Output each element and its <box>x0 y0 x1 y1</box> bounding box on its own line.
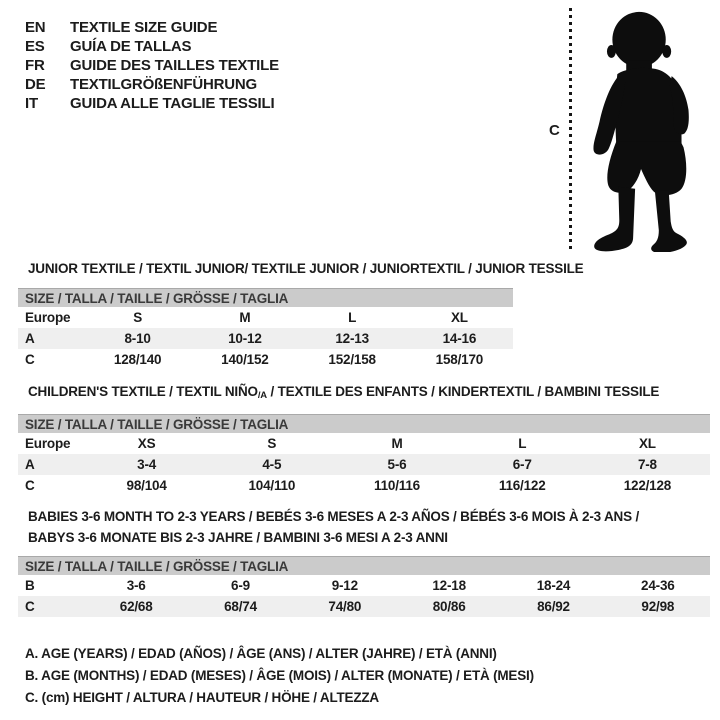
size-cell: 12-13 <box>335 331 369 346</box>
size-cell: XS <box>137 436 156 451</box>
language-code: FR <box>25 57 45 74</box>
babies-section-title <box>28 506 639 548</box>
children-section-title <box>28 384 659 401</box>
children-title-post: / TEXTILE DES ENFANTS / KINDERTEXTIL / BAMBINI TESSILE <box>266 384 660 399</box>
size-cell: 4-5 <box>262 457 282 472</box>
language-code: IT <box>25 95 38 112</box>
size-cell: 5-6 <box>387 457 407 472</box>
size-cell: 62/68 <box>119 599 153 614</box>
language-row-es <box>25 37 279 56</box>
size-cell: XL <box>638 436 656 451</box>
size-cell: 14-16 <box>442 331 477 346</box>
toddler-silhouette-icon <box>583 5 705 252</box>
row-label: Europe <box>25 310 71 325</box>
row-label: C <box>25 599 35 614</box>
size-cell: 8-10 <box>124 331 151 346</box>
language-title: GUIDE DES TAILLES TEXTILE <box>70 57 279 74</box>
size-cell: 110/116 <box>374 478 420 493</box>
size-cell: 116/122 <box>498 478 546 493</box>
row-label: C <box>25 352 35 367</box>
size-cell: 152/158 <box>328 352 376 367</box>
table-row-height <box>18 596 710 617</box>
size-cell: 128/140 <box>113 352 162 367</box>
footnote-list <box>25 643 534 709</box>
table-row-age <box>18 454 710 475</box>
size-cell: S <box>267 436 277 451</box>
row-label: C <box>25 478 35 493</box>
size-table-header: SIZE / TALLA / TAILLE / GRÖSSE / TAGLIA <box>18 414 710 433</box>
size-cell: 158/170 <box>435 352 484 367</box>
footnote-a: A. AGE (YEARS) / EDAD (AÑOS) / ÂGE (ANS) / ALTER (JAHRE) / ETÀ (ANNI) <box>25 646 497 661</box>
size-cell: 3-4 <box>137 457 157 472</box>
row-label: Europe <box>25 436 71 451</box>
babies-title-line1: BABIES 3-6 MONTH TO 2-3 YEARS / BEBÉS 3-6 MESES A 2-3 AÑOS / BÉBÉS 3-6 MOIS À 2-3 ANS / <box>28 509 639 524</box>
language-row-it <box>25 94 279 113</box>
children-title-pre: CHILDREN'S TEXTILE / TEXTIL NIÑO <box>28 384 258 399</box>
table-row-height <box>18 349 513 370</box>
size-cell: 98/104 <box>126 478 167 493</box>
language-row-de <box>25 75 279 94</box>
size-table-header: SIZE / TALLA / TAILLE / GRÖSSE / TAGLIA <box>18 556 710 575</box>
row-label: A <box>25 331 35 346</box>
size-cell: S <box>133 310 143 325</box>
language-title: TEXTILGRÖßENFÜHRUNG <box>70 76 258 93</box>
size-cell: 104/110 <box>248 478 296 493</box>
size-cell: M <box>391 436 403 451</box>
size-cell: L <box>518 436 527 451</box>
size-cell: 86/92 <box>537 599 570 614</box>
table-row-age-months <box>18 575 710 596</box>
babies-size-table <box>18 556 710 617</box>
language-title: GUÍA DE TALLAS <box>70 38 192 55</box>
height-dotted-line <box>569 8 572 250</box>
table-row-height <box>18 475 710 496</box>
table-row-europe <box>18 307 513 328</box>
junior-section-title: JUNIOR TEXTILE / TEXTIL JUNIOR/ TEXTILE JUNIOR / JUNIORTEXTIL / JUNIOR TESSILE <box>28 261 584 276</box>
size-cell: 10-12 <box>228 331 262 346</box>
size-cell: 7-8 <box>637 457 657 472</box>
children-size-table <box>18 414 710 496</box>
language-title: GUIDA ALLE TAGLIE TESSILI <box>70 95 275 112</box>
size-table-header: SIZE / TALLA / TAILLE / GRÖSSE / TAGLIA <box>18 288 513 307</box>
size-cell: 6-7 <box>512 457 532 472</box>
row-label: B <box>25 578 35 593</box>
size-cell: 3-6 <box>126 578 146 593</box>
babies-title-line2: BABYS 3-6 MONATE BIS 2-3 JAHRE / BAMBINI 3-6 MESI A 2-3 ANNI <box>28 530 448 545</box>
language-row-fr <box>25 56 279 75</box>
language-code: EN <box>25 19 46 36</box>
size-cell: 68/74 <box>224 599 257 614</box>
size-cell: 80/86 <box>432 599 466 614</box>
language-title: TEXTILE SIZE GUIDE <box>70 19 218 36</box>
footnote-c: C. (cm) HEIGHT / ALTURA / HAUTEUR / HÖHE / ALTEZZA <box>25 690 379 705</box>
footnote-b: B. AGE (MONTHS) / EDAD (MESES) / ÂGE (MOIS) / ALTER (MONATE) / ETÀ (MESI) <box>25 668 534 683</box>
size-cell: 122/128 <box>623 478 672 493</box>
size-cell: 6-9 <box>231 578 250 593</box>
language-title-list <box>25 18 279 113</box>
size-cell: L <box>348 310 357 325</box>
size-cell: 24-36 <box>641 578 675 593</box>
size-cell: M <box>239 310 251 325</box>
size-cell: 140/152 <box>221 352 269 367</box>
height-measure-label: C <box>549 122 560 139</box>
size-cell: 9-12 <box>331 578 358 593</box>
language-row-en <box>25 18 279 37</box>
size-cell: 92/98 <box>641 599 675 614</box>
table-row-europe <box>18 433 710 454</box>
row-label: A <box>25 457 35 472</box>
junior-size-table <box>18 288 513 370</box>
language-code: DE <box>25 76 46 93</box>
language-code: ES <box>25 38 45 55</box>
table-row-age <box>18 328 513 349</box>
children-title-sub: /A <box>257 390 267 401</box>
size-cell: 18-24 <box>536 578 571 593</box>
size-cell: 74/80 <box>328 599 362 614</box>
size-cell: 12-18 <box>432 578 466 593</box>
size-cell: XL <box>450 310 468 325</box>
